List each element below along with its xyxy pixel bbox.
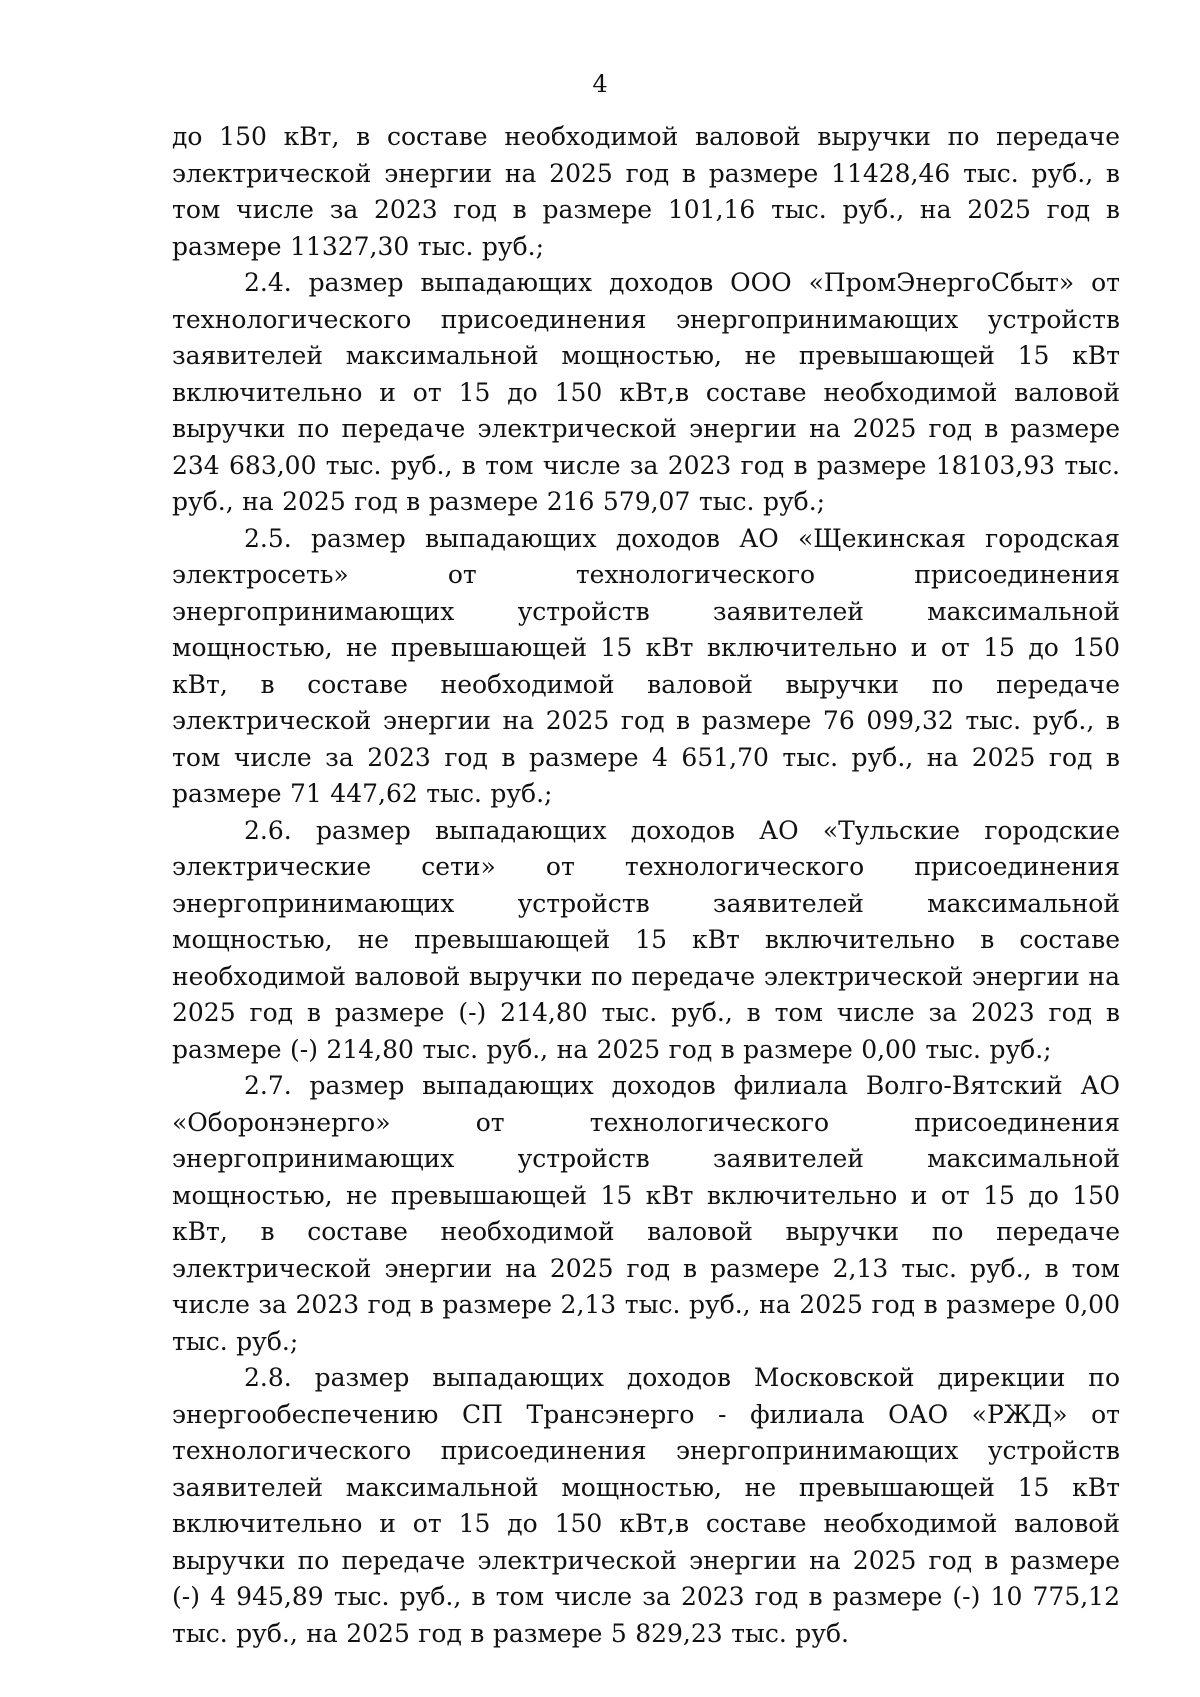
page-number: 4	[592, 70, 608, 98]
paragraph-2-6: 2.6. размер выпадающих доходов АО «Тульские городские электрические сети» от технологического присоединения энергопринимающих устройств заявителей максимальной мощностью, не превышающей 15 кВт включительно в составе необходимой валовой выручки по передаче электрической энергии на 2025 год в размере (-) 214,80 тыс. руб., в том числе за 2023 год в размере (-) 214,80 тыс. руб., на 2025 год в размере 0,00 тыс. руб.;	[172, 815, 1120, 1064]
paragraph-2-7: 2.7. размер выпадающих доходов филиала Волго-Вятский АО «Оборонэнерго» от технологического присоединения энергопринимающих устройств заявителей максимальной мощностью, не превышающей 15 кВт включительно и от 15 до 150 кВт, в составе необходимой валовой выручки по передаче электрической энергии на 2025 год в размере 2,13 тыс. руб., в том числе за 2023 год в размере 2,13 тыс. руб., на 2025 год в размере 0,00 тыс. руб.;	[172, 1071, 1120, 1356]
paragraph-continuation: до 150 кВт, в составе необходимой валовой выручки по передаче электрической энергии на 2025 год в размере 11428,46 тыс. руб., в том числе за 2023 год в размере 101,16 тыс. руб., на 2025 год в размере 11327,30 тыс. руб.;	[172, 122, 1120, 261]
paragraph-2-5: 2.5. размер выпадающих доходов АО «Щекинская городская электросеть» от технологического присоединения энергопринимающих устройств заявителей максимальной мощностью, не превышающей 15 кВт включительно и от 15 до 150 кВт, в составе необходимой валовой выручки по передаче электрической энергии на 2025 год в размере 76 099,32 тыс. руб., в том числе за 2023 год в размере 4 651,70 тыс. руб., на 2025 год в размере 71 447,62 тыс. руб.;	[172, 523, 1120, 808]
document-body	[172, 119, 1120, 1652]
paragraph-2-4: 2.4. размер выпадающих доходов ООО «ПромЭнергоСбыт» от технологического присоединения энергопринимающих устройств заявителей максимальной мощностью, не превышающей 15 кВт включительно и от 15 до 150 кВт,в составе необходимой валовой выручки по передаче электрической энергии на 2025 год в размере 234 683,00 тыс. руб., в том числе за 2023 год в размере 18103,93 тыс. руб., на 2025 год в размере 216 579,07 тыс. руб.;	[172, 268, 1120, 516]
paragraph-2-8: 2.8. размер выпадающих доходов Московской дирекции по энергообеспечению СП Трансэнерго - филиала ОАО «РЖД» от технологического присоединения энергопринимающих устройств заявителей максимальной мощностью, не превышающей 15 кВт включительно и от 15 до 150 кВт,в составе необходимой валовой выручки по передаче электрической энергии на 2025 год в размере (-) 4 945,89 тыс. руб., в том числе за 2023 год в размере (-) 10 775,12 тыс. руб., на 2025 год в размере 5 829,23 тыс. руб.	[172, 1363, 1120, 1648]
